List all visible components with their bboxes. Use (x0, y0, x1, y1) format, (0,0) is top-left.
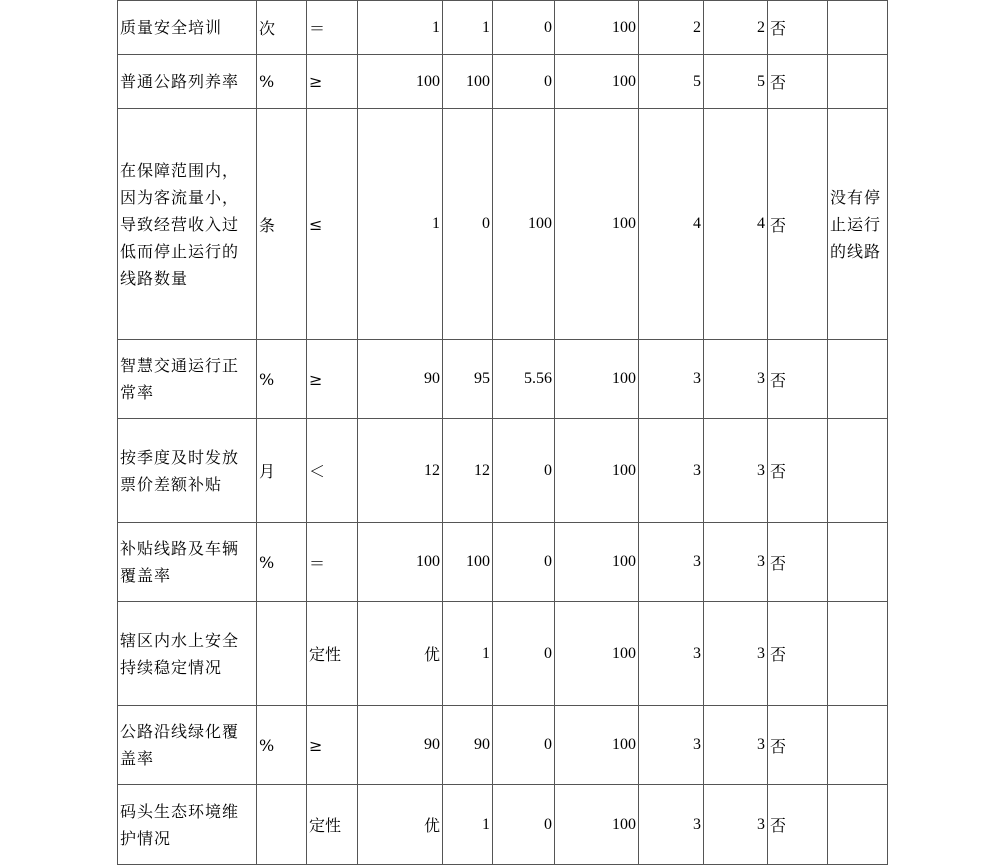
score-rate-value: 100 (555, 1, 639, 55)
table-row (118, 340, 888, 419)
flag-cell: 否 (768, 706, 828, 785)
operator-cell: 定性 (307, 785, 358, 865)
score-value: 3 (704, 706, 768, 785)
flag-cell: 否 (768, 523, 828, 602)
actual-value: 95 (443, 340, 493, 419)
target-value: 优 (358, 785, 443, 865)
operator-cell: ≤ (307, 109, 358, 340)
score-value: 4 (704, 109, 768, 340)
operator-cell: ≥ (307, 706, 358, 785)
operator-cell: ≥ (307, 340, 358, 419)
actual-value: 100 (443, 523, 493, 602)
note-cell (828, 785, 888, 865)
weight-value: 3 (639, 785, 704, 865)
unit-cell: 次 (257, 1, 307, 55)
score-rate-value: 100 (555, 602, 639, 706)
actual-value: 1 (443, 602, 493, 706)
weight-value: 4 (639, 109, 704, 340)
actual-value: 100 (443, 55, 493, 109)
flag-cell: 否 (768, 419, 828, 523)
score-rate-value: 100 (555, 55, 639, 109)
note-cell: 没有停止运行的线路 (828, 109, 888, 340)
deviation-value: 5.56 (493, 340, 555, 419)
score-rate-value: 100 (555, 706, 639, 785)
weight-value: 3 (639, 419, 704, 523)
table-row (118, 523, 888, 602)
table-row (118, 602, 888, 706)
actual-value: 1 (443, 1, 493, 55)
unit-cell: 条 (257, 109, 307, 340)
deviation-value: 0 (493, 523, 555, 602)
deviation-value: 0 (493, 706, 555, 785)
operator-cell: 定性 (307, 602, 358, 706)
target-value: 90 (358, 340, 443, 419)
score-value: 3 (704, 602, 768, 706)
deviation-value: 0 (493, 602, 555, 706)
indicator-name: 普通公路列养率 (118, 55, 257, 109)
weight-value: 3 (639, 602, 704, 706)
unit-cell (257, 602, 307, 706)
deviation-value: 0 (493, 55, 555, 109)
score-rate-value: 100 (555, 419, 639, 523)
actual-value: 12 (443, 419, 493, 523)
unit-cell (257, 785, 307, 865)
unit-cell: % (257, 340, 307, 419)
score-rate-value: 100 (555, 340, 639, 419)
operator-cell: ＝ (307, 1, 358, 55)
deviation-value: 0 (493, 1, 555, 55)
score-value: 3 (704, 523, 768, 602)
score-value: 3 (704, 340, 768, 419)
flag-cell: 否 (768, 785, 828, 865)
weight-value: 2 (639, 1, 704, 55)
score-value: 2 (704, 1, 768, 55)
note-cell (828, 55, 888, 109)
indicator-name: 按季度及时发放票价差额补贴 (118, 419, 257, 523)
flag-cell: 否 (768, 602, 828, 706)
operator-cell: ＝ (307, 523, 358, 602)
score-rate-value: 100 (555, 785, 639, 865)
target-value: 1 (358, 1, 443, 55)
weight-value: 3 (639, 706, 704, 785)
score-value: 5 (704, 55, 768, 109)
note-cell (828, 706, 888, 785)
table-row (118, 1, 888, 55)
deviation-value: 0 (493, 419, 555, 523)
score-value: 3 (704, 419, 768, 523)
unit-cell: 月 (257, 419, 307, 523)
deviation-value: 100 (493, 109, 555, 340)
table-row (118, 109, 888, 340)
note-cell (828, 1, 888, 55)
score-value: 3 (704, 785, 768, 865)
target-value: 1 (358, 109, 443, 340)
operator-cell: ＜ (307, 419, 358, 523)
unit-cell: % (257, 55, 307, 109)
flag-cell: 否 (768, 55, 828, 109)
weight-value: 5 (639, 55, 704, 109)
table-row (118, 785, 888, 865)
target-value: 优 (358, 602, 443, 706)
actual-value: 1 (443, 785, 493, 865)
score-rate-value: 100 (555, 523, 639, 602)
indicator-name: 辖区内水上安全持续稳定情况 (118, 602, 257, 706)
actual-value: 90 (443, 706, 493, 785)
indicator-name: 码头生态环境维护情况 (118, 785, 257, 865)
target-value: 90 (358, 706, 443, 785)
target-value: 100 (358, 55, 443, 109)
table-row (118, 706, 888, 785)
flag-cell: 否 (768, 1, 828, 55)
note-cell (828, 340, 888, 419)
flag-cell: 否 (768, 109, 828, 340)
note-cell (828, 523, 888, 602)
performance-table (117, 0, 888, 865)
weight-value: 3 (639, 340, 704, 419)
unit-cell: % (257, 706, 307, 785)
deviation-value: 0 (493, 785, 555, 865)
indicator-name: 公路沿线绿化覆盖率 (118, 706, 257, 785)
table-row (118, 419, 888, 523)
actual-value: 0 (443, 109, 493, 340)
score-rate-value: 100 (555, 109, 639, 340)
flag-cell: 否 (768, 340, 828, 419)
note-cell (828, 602, 888, 706)
table-row (118, 55, 888, 109)
weight-value: 3 (639, 523, 704, 602)
target-value: 100 (358, 523, 443, 602)
indicator-name: 在保障范围内，因为客流量小，导致经营收入过低而停止运行的线路数量 (118, 109, 257, 340)
note-cell (828, 419, 888, 523)
indicator-name: 补贴线路及车辆覆盖率 (118, 523, 257, 602)
unit-cell: % (257, 523, 307, 602)
target-value: 12 (358, 419, 443, 523)
indicator-name: 质量安全培训 (118, 1, 257, 55)
operator-cell: ≥ (307, 55, 358, 109)
indicator-name: 智慧交通运行正常率 (118, 340, 257, 419)
